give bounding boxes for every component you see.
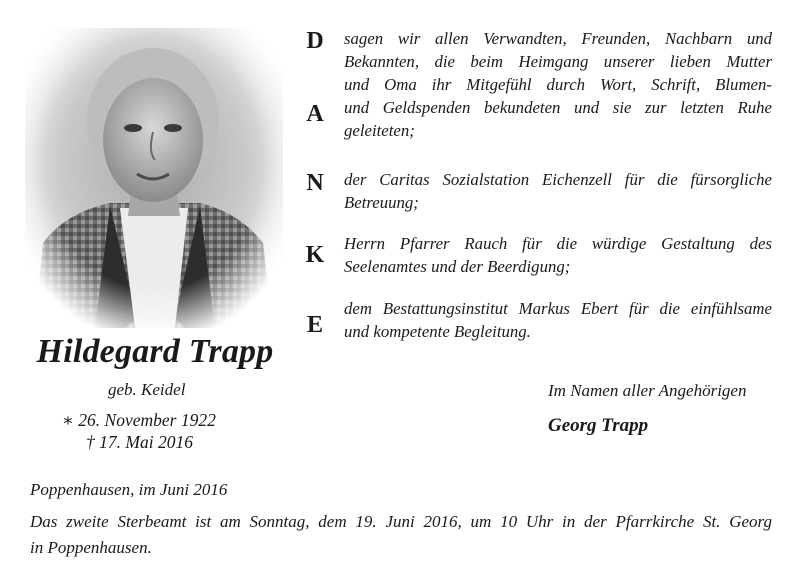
text-line: Herrn Pfarrer Rauch für die würdige Gestaltung des bbox=[344, 234, 772, 253]
maiden-name: geb. Keidel bbox=[108, 380, 186, 399]
thanks-block-caritas bbox=[344, 168, 772, 214]
text-line: geleiteten; bbox=[344, 121, 415, 140]
thanks-block-relatives bbox=[344, 27, 772, 142]
text-line: dem Bestattungsinstitut Markus Ebert für die einfühlsame bbox=[344, 299, 772, 318]
place-date: Poppenhausen, im Juni 2016 bbox=[30, 480, 228, 499]
text-line: in Poppenhausen. bbox=[30, 538, 152, 557]
acrostic-letter-n: N bbox=[306, 170, 324, 196]
signature-intro: Im Namen aller Angehörigen bbox=[548, 381, 747, 400]
text-line: und Geldspenden bekundeten und sie zur letzten Ruhe bbox=[344, 98, 772, 117]
acrostic-letter-e: E bbox=[306, 312, 323, 338]
text-line: der Caritas Sozialstation Eichenzell für die fürsorgliche bbox=[344, 170, 772, 189]
acrostic-letter-a: A bbox=[306, 101, 324, 127]
deceased-name: Hildegard Trapp bbox=[36, 333, 274, 370]
text-line: Das zweite Sterbeamt ist am Sonntag, dem 19. Juni 2016, um 10 Uhr in der Pfarrkirche St. Georg bbox=[30, 512, 772, 531]
text-line: Betreuung; bbox=[344, 193, 419, 212]
acrostic-letter-k: K bbox=[305, 242, 325, 268]
birth-date: ∗ 26. November 1922 bbox=[62, 410, 216, 430]
text-line: und Oma ihr Mitgefühl durch Wort, Schrift, Blumen- bbox=[344, 75, 772, 94]
text-line: Bekannten, die beim Heimgang unserer lieben Mutter bbox=[344, 52, 772, 71]
text-line: Seelenamtes und der Beerdigung; bbox=[344, 257, 571, 276]
acrostic-letter-d: D bbox=[306, 28, 324, 54]
text-line: sagen wir allen Verwandten, Freunden, Nachbarn und bbox=[344, 29, 772, 48]
portrait-photo bbox=[25, 28, 283, 328]
death-date: † 17. Mai 2016 bbox=[86, 432, 193, 452]
signature-name: Georg Trapp bbox=[548, 415, 649, 436]
text-line: und kompetente Begleitung. bbox=[344, 322, 531, 341]
thanks-block-funeral-home bbox=[344, 297, 772, 343]
service-note bbox=[30, 509, 772, 561]
thanks-block-pastor bbox=[344, 232, 772, 278]
